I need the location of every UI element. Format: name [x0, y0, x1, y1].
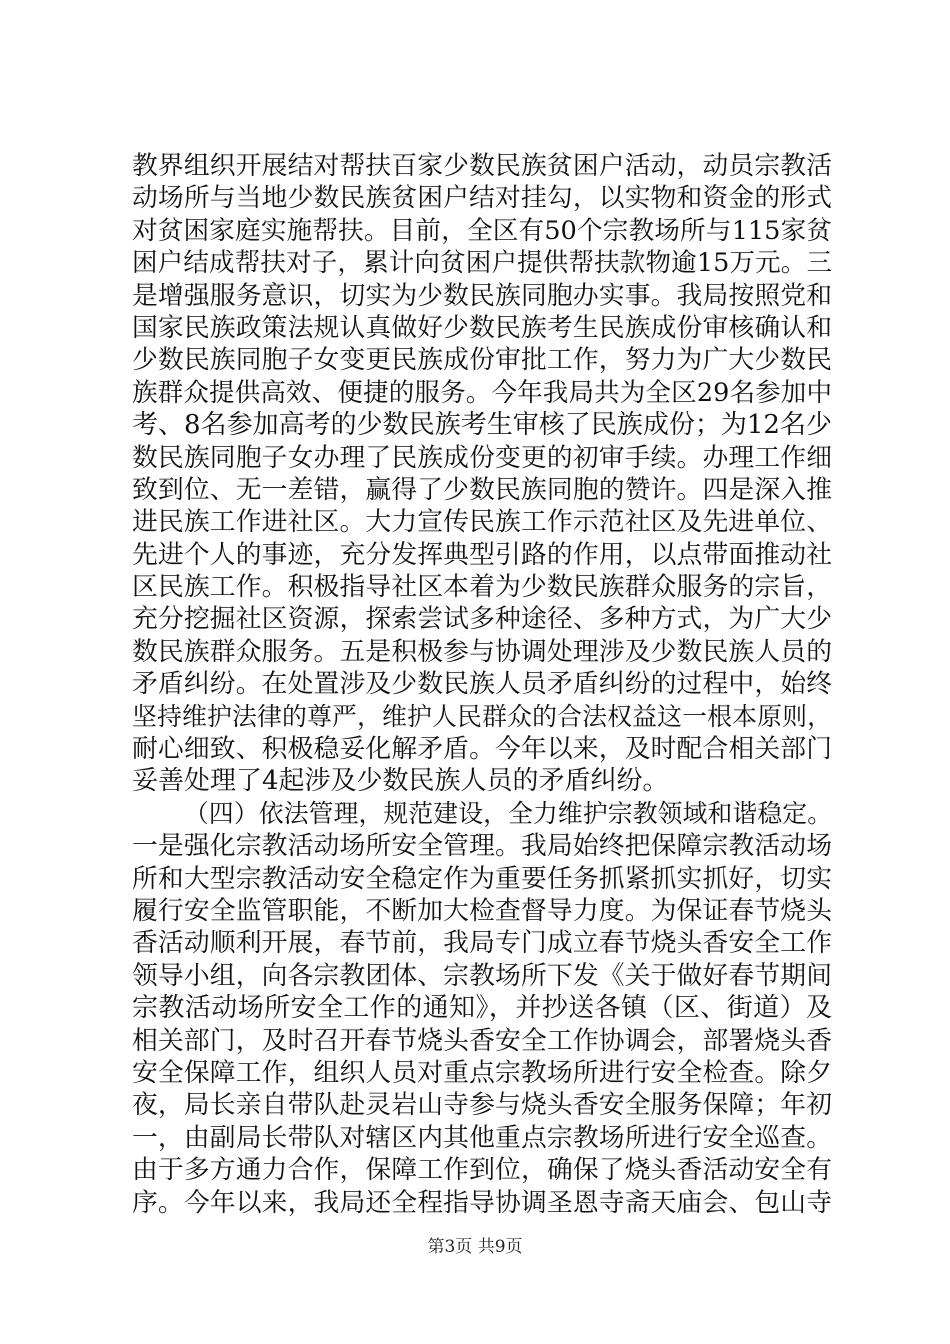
text-line: 序。今年以来，我局还全程指导协调圣恩寺斋天庙会、包山寺	[132, 1187, 832, 1218]
text-line: 数民族群众服务。五是积极参与协调处理涉及少数民族人员的	[132, 636, 832, 667]
text-line: 安全保障工作，组织人员对重点宗教场所进行安全检查。除夕	[132, 1057, 832, 1088]
text-line: 充分挖掘社区资源，探索尝试多种途径、多种方式，为广大少	[132, 604, 832, 635]
text-line: 宗教活动场所安全工作的通知》，并抄送各镇（区、街道）及	[132, 993, 832, 1024]
text-line: 坚持维护法律的尊严，维护人民群众的合法权益这一根本原则，	[132, 701, 832, 731]
text-line: 区民族工作。积极指导社区本着为少数民族群众服务的宗旨，	[132, 572, 832, 603]
text-line: 困户结成帮扶对子，累计向贫困户提供帮扶款物逾15万元。三	[132, 248, 832, 279]
text-line: 妥善处理了4起涉及少数民族人员的矛盾纠纷。	[132, 766, 669, 797]
text-line: 动场所与当地少数民族贫困户结对挂勾，以实物和资金的形式	[132, 183, 832, 214]
text-line: 领导小组，向各宗教团体、宗教场所下发《关于做好春节期间	[132, 960, 832, 991]
page-number-label: 第3页 共9页	[427, 1237, 523, 1257]
text-line: 是增强服务意识，切实为少数民族同胞办实事。我局按照党和	[132, 280, 832, 311]
text-line: 夜，局长亲自带队赴灵岩山寺参与烧头香安全服务保障；年初	[132, 1090, 832, 1121]
text-line: 族群众提供高效、便捷的服务。今年我局共为全区29名参加中	[132, 377, 832, 408]
text-line: 对贫困家庭实施帮扶。目前，全区有50个宗教场所与115家贫	[132, 215, 832, 246]
text-line: 矛盾纠纷。在处置涉及少数民族人员矛盾纠纷的过程中，始终	[132, 669, 832, 700]
text-line: 教界组织开展结对帮扶百家少数民族贫困户活动，动员宗教活	[132, 151, 832, 181]
text-line: 数民族同胞子女办理了民族成份变更的初审手续。办理工作细	[132, 442, 832, 473]
text-line: 进民族工作进社区。大力宣传民族工作示范社区及先进单位、	[132, 507, 832, 538]
text-line: 国家民族政策法规认真做好少数民族考生民族成份审核确认和	[132, 312, 832, 343]
page-footer	[0, 1236, 950, 1258]
text-line: 耐心细致、积极稳妥化解矛盾。今年以来，及时配合相关部门	[132, 734, 832, 765]
text-line: 一，由副局长带队对辖区内其他重点宗教场所进行安全巡查。	[132, 1122, 832, 1153]
text-line: 考、8名参加高考的少数民族考生审核了民族成份；为12名少	[132, 410, 832, 441]
body-text	[132, 150, 832, 1219]
text-line: 致到位、无一差错，赢得了少数民族同胞的赞许。四是深入推	[132, 474, 832, 505]
text-line: 所和大型宗教活动安全稳定作为重要任务抓紧抓实抓好，切实	[132, 863, 832, 894]
text-line: 少数民族同胞子女变更民族成份审批工作，努力为广大少数民	[132, 345, 832, 376]
text-line: 履行安全监管职能，不断加大检查督导力度。为保证春节烧头	[132, 895, 832, 926]
text-line: 一是强化宗教活动场所安全管理。我局始终把保障宗教活动场	[132, 831, 832, 862]
text-line: 由于多方通力合作，保障工作到位，确保了烧头香活动安全有	[132, 1155, 832, 1186]
text-line: 香活动顺利开展，春节前，我局专门成立春节烧头香安全工作	[132, 928, 832, 959]
text-line: 相关部门，及时召开春节烧头香安全工作协调会，部署烧头香	[132, 1025, 832, 1056]
section-heading-line: （四）依法管理，规范建设，全力维护宗教领域和谐稳定。	[184, 798, 832, 828]
text-line: 先进个人的事迹，充分发挥典型引路的作用，以点带面推动社	[132, 539, 832, 570]
